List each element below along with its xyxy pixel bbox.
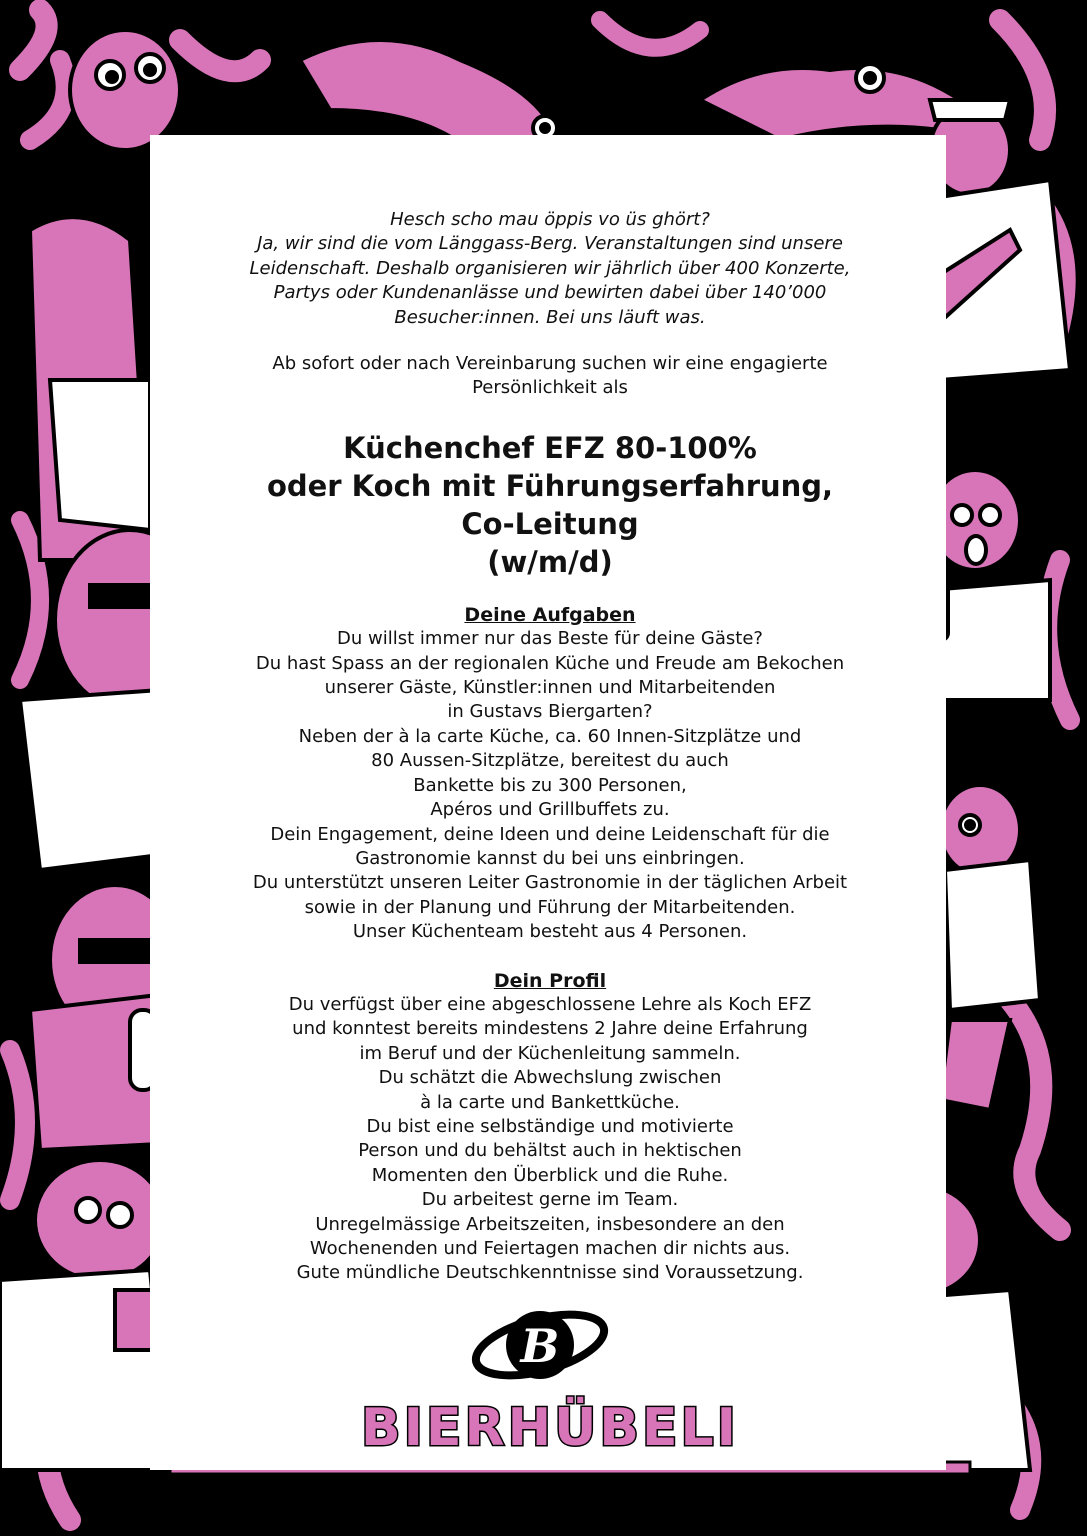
tasks-text	[170, 627, 930, 944]
tasks-line: unserer Gäste, Künstler:innen und Mitarbeitenden	[324, 677, 776, 699]
job-title	[170, 429, 930, 581]
profile-line: Gute mündliche Deutschkenntnisse sind Voraussetzung.	[296, 1262, 804, 1284]
profile-line: Du schätzt die Abwechslung zwischen	[378, 1067, 722, 1089]
profile-text	[170, 993, 930, 1286]
profile-line: Momenten den Überblick und die Ruhe.	[371, 1164, 729, 1186]
tasks-line: Gastronomie kannst du bei uns einbringen.	[355, 847, 745, 869]
svg-text:B: B	[520, 1319, 560, 1373]
tasks-line: Unser Küchenteam besteht aus 4 Personen.	[352, 921, 748, 943]
profile-line: Du verfügst über eine abgeschlossene Lehre als Koch EFZ	[288, 993, 812, 1015]
tasks-line: Du hast Spass an der regionalen Küche und Freude am Bekochen	[255, 652, 845, 674]
tasks-line: 80 Aussen-Sitzplätze, bereitest du auch	[371, 750, 729, 772]
profile-line: und konntest bereits mindestens 2 Jahre deine Erfahrung	[292, 1018, 808, 1040]
lead-text	[170, 352, 930, 401]
profile-line: Du bist eine selbständige und motivierte	[366, 1115, 734, 1137]
tasks-line: Dein Engagement, deine Ideen und deine Leidenschaft für die	[270, 823, 830, 845]
profile-line: Unregelmässige Arbeitszeiten, insbesondere an den	[315, 1213, 785, 1235]
profile-line: Du arbeitest gerne im Team.	[421, 1189, 679, 1211]
intro-line: Partys oder Kundenanlässe und bewirten dabei über 140’000	[273, 282, 827, 304]
intro-line: Hesch scho mau öppis vo üs ghört?	[390, 209, 710, 230]
job-title-line: oder Koch mit Führungserfahrung,	[266, 468, 834, 503]
job-title-line: Küchenchef EFZ 80-100%	[343, 430, 757, 465]
tasks-line: in Gustavs Biergarten?	[447, 701, 653, 723]
profile-line: à la carte und Bankettküche.	[420, 1091, 680, 1113]
tasks-heading: Deine Aufgaben	[464, 603, 636, 626]
tasks-line: Du willst immer nur das Beste für deine Gäste?	[337, 628, 763, 650]
job-title-line: (w/m/d)	[487, 544, 613, 579]
intro-line: Leidenschaft. Deshalb organisieren wir jährlich über 400 Konzerte,	[249, 257, 851, 279]
intro-line: Besucher:innen. Bei uns läuft was.	[394, 306, 706, 328]
lead-line: Persönlichkeit als	[472, 377, 628, 399]
lead-line: Ab sofort oder nach Vereinbarung suchen wir eine engagierte	[272, 353, 828, 375]
profile-heading: Dein Profil	[493, 969, 607, 992]
profile-line: im Beruf und der Küchenleitung sammeln.	[359, 1042, 741, 1064]
intro-line: Ja, wir sind die vom Länggass-Berg. Veranstaltungen sind unsere	[257, 233, 843, 255]
profile-line: Wochenenden und Feiertagen machen dir nichts aus.	[309, 1238, 791, 1259]
job-title-line: Co-Leitung	[461, 506, 639, 541]
job-ad-content	[170, 208, 930, 1286]
tasks-line: Bankette bis zu 300 Personen,	[413, 774, 687, 796]
intro-text	[170, 208, 930, 330]
bierhubeli-emblem-icon	[470, 1300, 610, 1390]
tasks-line: Apéros und Grillbuffets zu.	[430, 799, 670, 821]
logo-wordmark: BIERHÜBELI	[361, 1398, 739, 1458]
tasks-line: sowie in der Planung und Führung der Mitarbeitenden.	[304, 896, 796, 918]
tasks-line: Neben der à la carte Küche, ca. 60 Innen-Sitzplätze und	[298, 725, 802, 747]
tasks-line: Du unterstützt unseren Leiter Gastronomie in der täglichen Arbeit	[252, 872, 848, 894]
profile-line: Person und du behältst auch in hektischen	[358, 1140, 742, 1162]
